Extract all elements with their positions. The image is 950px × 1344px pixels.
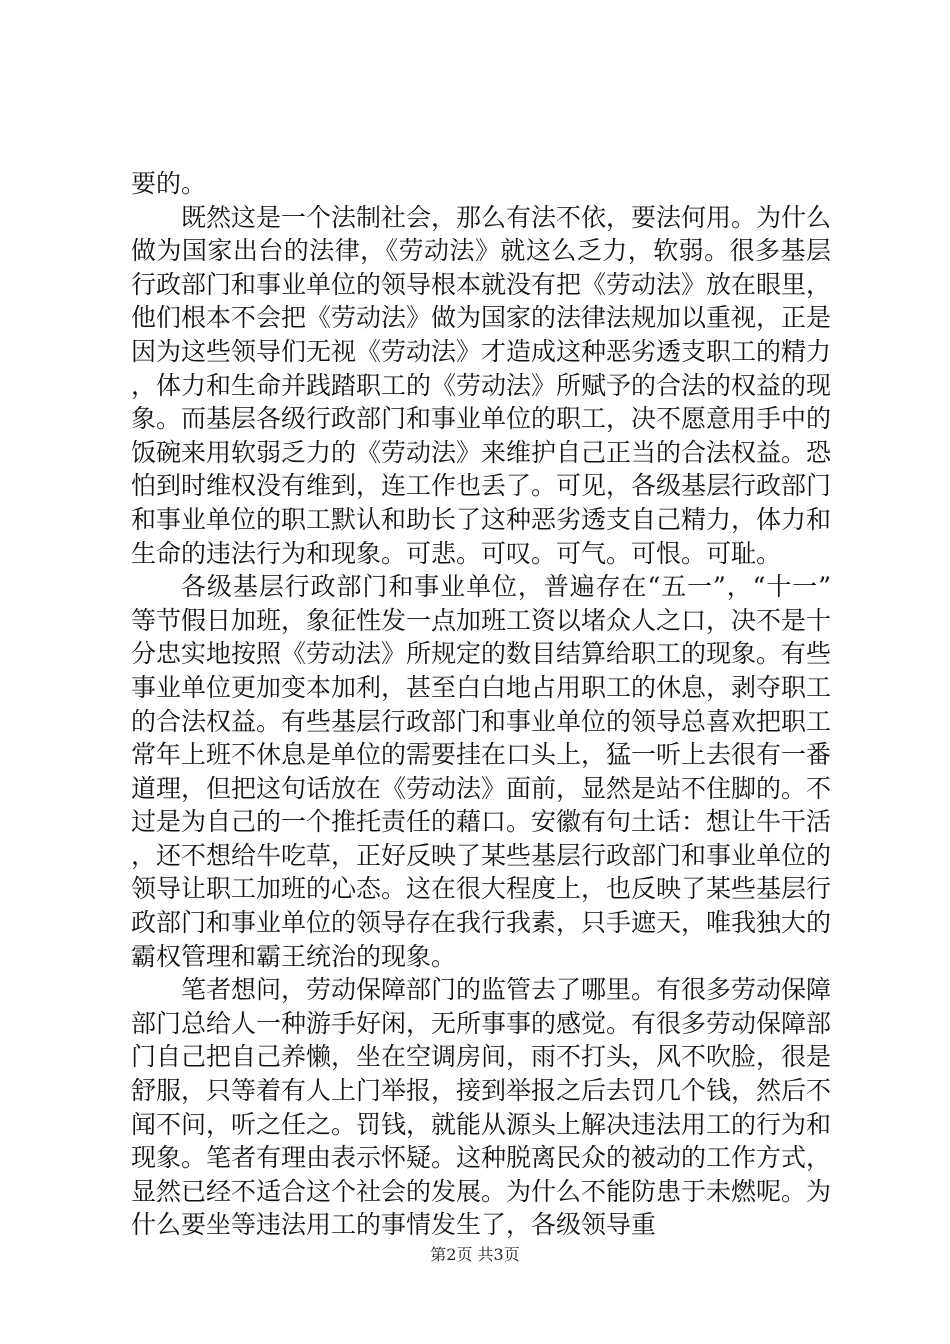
paragraph: 各级基层行政部门和事业单位，普遍存在“五一”，“十一”等节假日加班，象征性发一点加班工资以堵众人之口，决不是十分忠实地按照《劳动法》所规定的数目结算给职工的现象。有些事业单位更加变本加利，甚至白白地占用职工的休息，剥夺职工的合法权益。有些基层行政部门和事业单位的领导总喜欢把职工常年上班不休息是单位的需要挂在口头上，猛一听上去很有一番道理，但把这句话放在《劳动法》面前，显然是站不住脚的。不过是为自己的一个推托责任的藉口。安徽有句土话：想让牛干活，还不想给牛吃草，正好反映了某些基层行政部门和事业单位的领导让职工加班的心态。这在很大程度上，也反映了某些基层行政部门和事业单位的领导存在我行我素，只手遮天，唯我独大的霸权管理和霸王统治的现象。	[131, 572, 832, 971]
paragraph: 要的。	[131, 169, 207, 198]
paragraph: 笔者想问，劳动保障部门的监管去了哪里。有很多劳动保障部门总给人一种游手好闲，无所事事的感觉。有很多劳动保障部门自己把自己养懒，坐在空调房间，雨不打头，风不吹脸，很是舒服，只等着有人上门举报，接到举报之后去罚几个钱，然后不闻不问，听之任之。罚钱，就能从源头上解决违法用工的行为和现象。笔者有理由表示怀疑。这种脱离民众的被动的工作方式，显然已经不适合这个社会的发展。为什么不能防患于未燃呢。为什么要坐等违法用工的事情发生了，各级领导重	[131, 975, 832, 1240]
paragraph: 既然这是一个法制社会，那么有法不依，要法何用。为什么做为国家出台的法律，《劳动法》就这么乏力，软弱。很多基层行政部门和事业单位的领导根本就没有把《劳动法》放在眼里，他们根本不会把《劳动法》做为国家的法律法规加以重视，正是因为这些领导们无视《劳动法》才造成这种恶劣透支职工的精力，体力和生命并践踏职工的《劳动法》所赋予的合法的权益的现象。而基层各级行政部门和事业单位的职工，决不愿意用手中的饭碗来用软弱乏力的《劳动法》来维护自己正当的合法权益。恐怕到时维权没有维到，连工作也丢了。可见，各级基层行政部门和事业单位的职工默认和助长了这种恶劣透支自己精力，体力和生命的违法行为和现象。可悲。可叹。可气。可恨。可耻。	[131, 202, 832, 568]
page-number-footer: 第2页 共3页	[430, 1245, 520, 1264]
document-body	[131, 167, 831, 1242]
